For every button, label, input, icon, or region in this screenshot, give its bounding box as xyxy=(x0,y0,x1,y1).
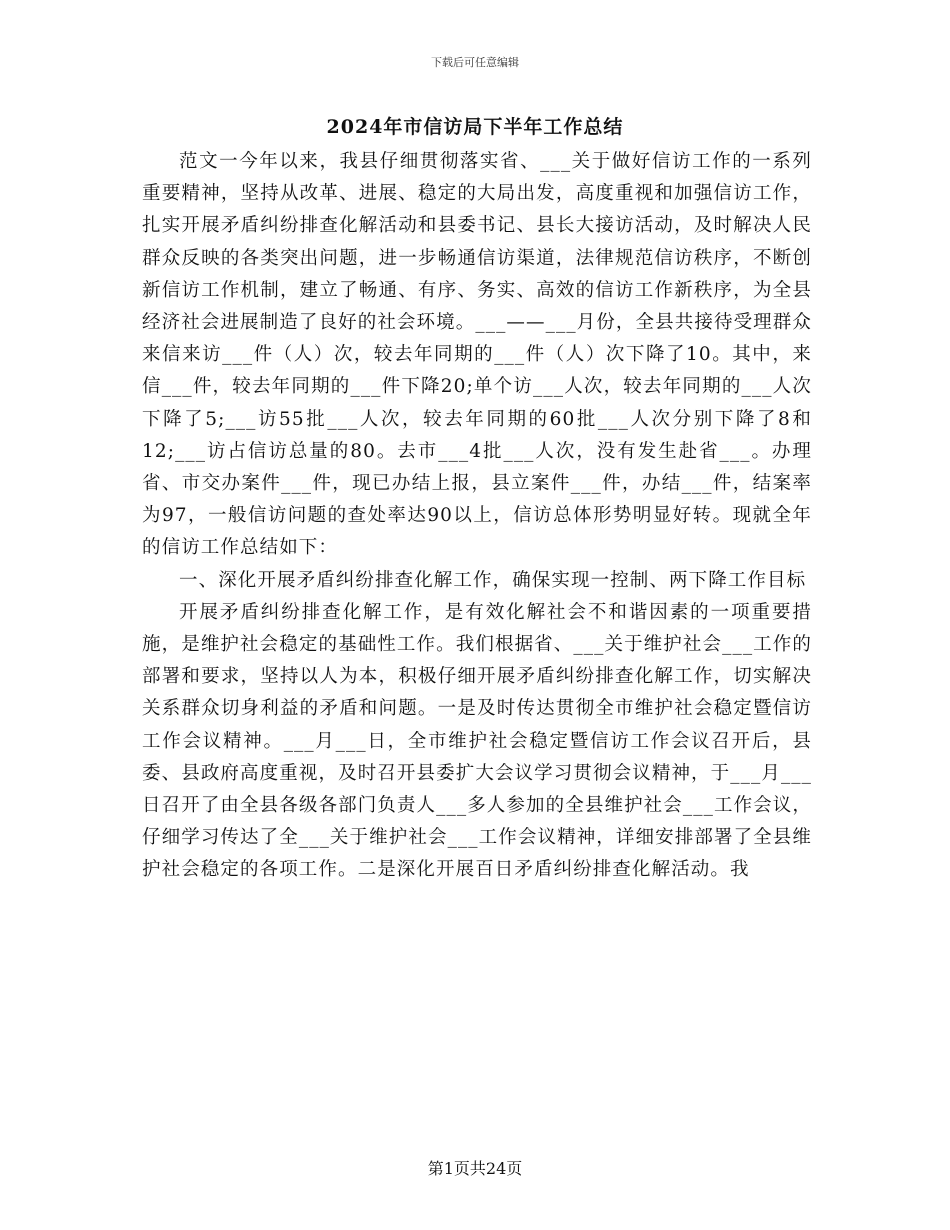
body-paragraph-2: 开展矛盾纠纷排查化解工作，是有效化解社会不和谐因素的一项重要措施，是维护社会稳定的基础性工作。我们根据省、___关于维护社会___工作的部署和要求，坚持以人为本，积极仔细开展矛盾纠纷排查化解工作，切实解决关系群众切身利益的矛盾和问题。一是及时传达贯彻全市维护社会稳定暨信访工作会议精神。___月___日，全市维护社会稳定暨信访工作会议召开后，县委、县政府高度重视，及时召开县委扩大会议学习贯彻会议精神，于___月___日召开了由全县各级各部门负责人___多人参加的全县维护社会___工作会议，仔细学习传达了全___关于维护社会___工作会议精神，详细安排部署了全县维护社会稳定的各项工作。二是深化开展百日矛盾纠纷排查化解活动。我 xyxy=(142,601,812,881)
header-note: 下载后可任意编辑 xyxy=(431,56,519,69)
body-paragraph-1: 范文一今年以来，我县仔细贯彻落实省、___关于做好信访工作的一系列重要精神，坚持从改革、进展、稳定的大局出发，高度重视和加强信访工作，扎实开展矛盾纠纷排查化解活动和县委书记、县长大接访活动，及时解决人民群众反映的各类突出问题，进一步畅通信访渠道，法律规范信访秩序，不断创新信访工作机制，建立了畅通、有序、务实、高效的信访工作新秩序，为全县经济社会进展制造了良好的社会环境。___——___月份，全县共接待受理群众来信来访___件（人）次，较去年同期的___件（人）次下降了10。其中，来信___件，较去年同期的___件下降20;单个访___人次，较去年同期的___人次下降了5;___访55批___人次，较去年同期的60批___人次分别下降了8和12;___访占信访总量的80。去市___4批___人次，没有发生赴省___。办理省、市交办案件___件，现已办结上报，县立案件___件，办结___件，结案率为97，一般信访问题的查处率达90以上，信访总体形势明显好转。现就全年的信访工作总结如下： xyxy=(142,151,812,559)
document-body xyxy=(142,146,812,887)
document-title: 2024年市信访局下半年工作总结 xyxy=(326,116,624,138)
page-number: 第1页共24页 xyxy=(427,1159,523,1178)
section-heading-1: 一、深化开展矛盾纠纷排查化解工作，确保实现一控制、两下降工作目标 xyxy=(179,569,807,591)
